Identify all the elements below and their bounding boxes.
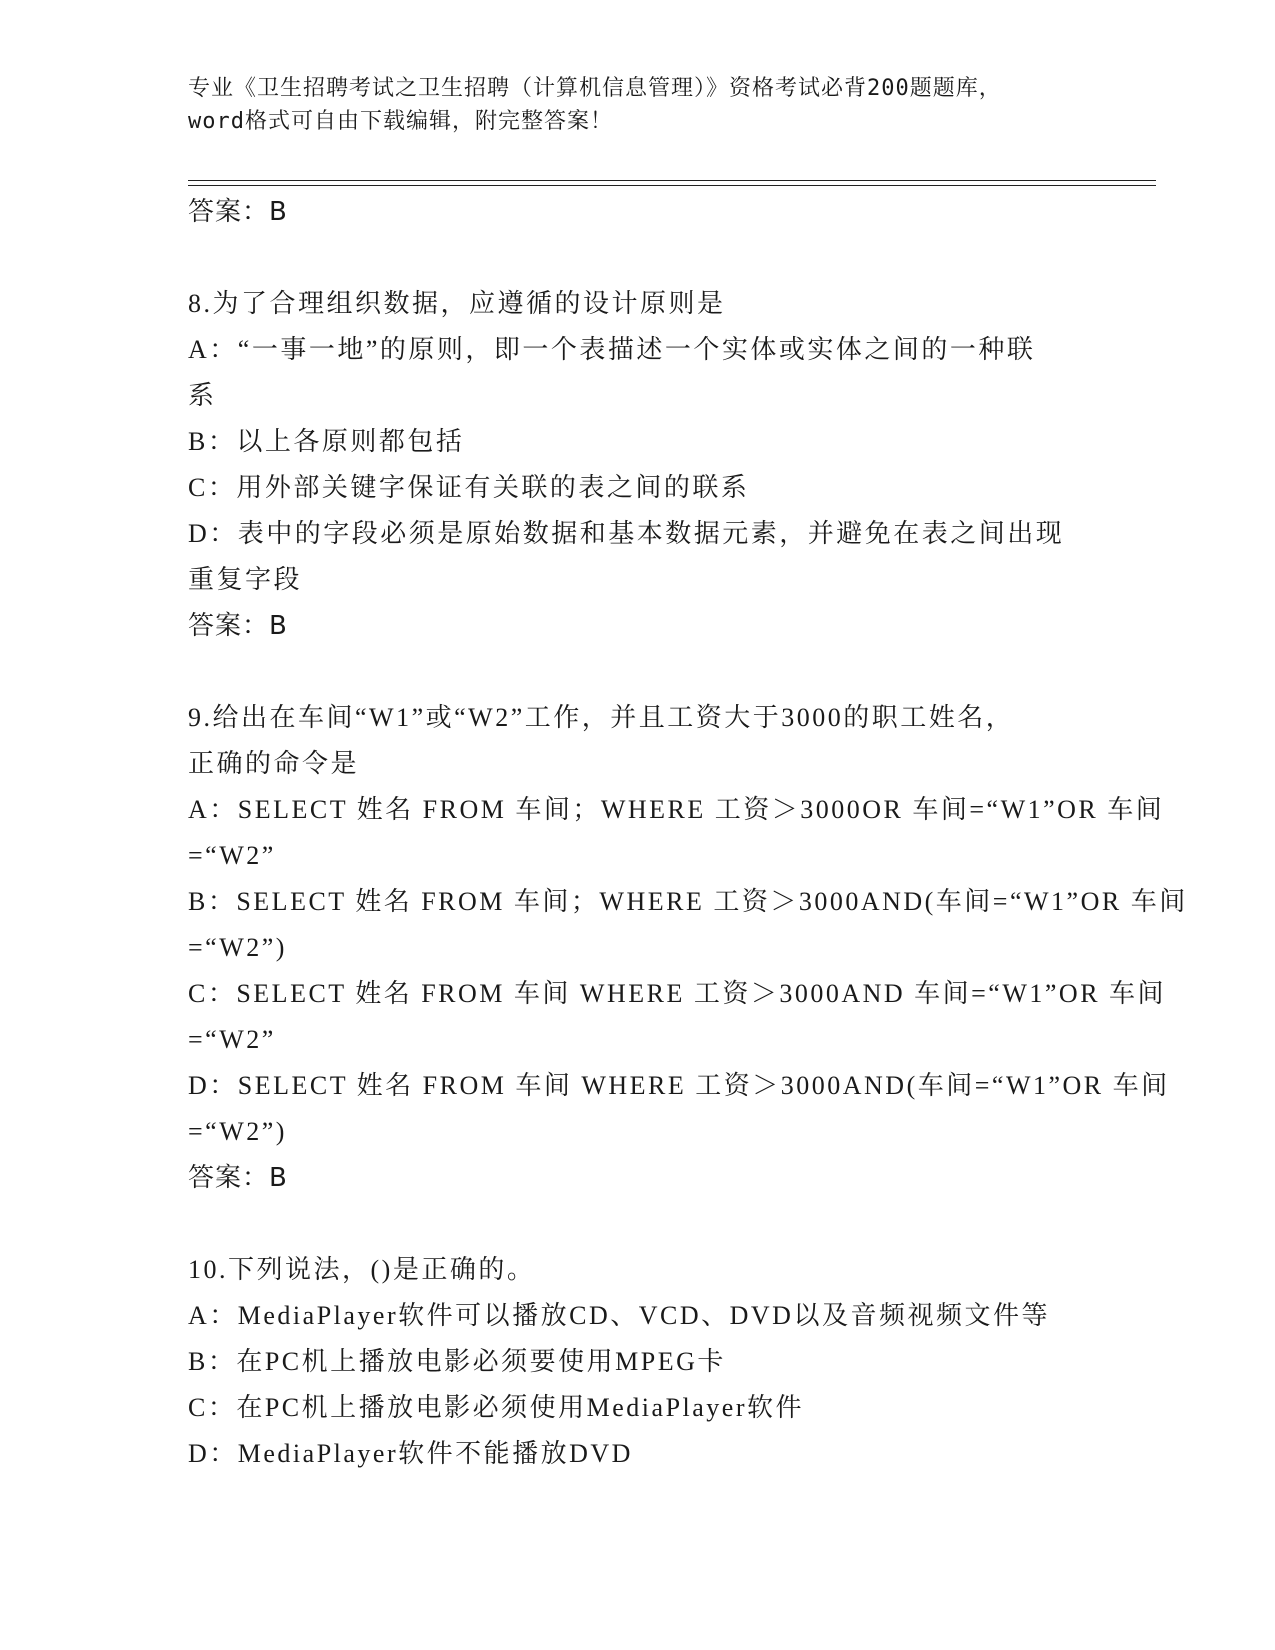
spacer [188,235,1088,281]
question-9-option-a-line1: A：SELECT 姓名 FROM 车间；WHERE 工资＞3000OR 车间=“W1”OR 车间 [188,795,1165,824]
question-10-text: 10.下列说法，()是正确的。 [188,1255,536,1284]
question-9-text-line2: 正确的命令是 [188,749,360,778]
header-divider-top [188,180,1156,181]
document-header [188,72,1088,138]
question-8-option-d-line1: D：表中的字段必须是原始数据和基本数据元素，并避免在表之间出现 [188,519,1065,548]
question-8-option-a-line1: A：“一事一地”的原则，即一个表描述一个实体或实体之间的一种联 [188,335,1036,364]
question-8-option-c: C：用外部关键字保证有关联的表之间的联系 [188,473,750,502]
question-9 [188,695,1188,1201]
question-9-option-b-line2: =“W2”) [188,933,287,962]
question-10-option-d: D：MediaPlayer软件不能播放DVD [188,1439,633,1468]
question-8-answer: 答案：B [188,611,288,641]
question-9-answer: 答案：B [188,1163,288,1193]
question-8-option-b: B：以上各原则都包括 [188,427,465,456]
question-9-option-c-line2: =“W2” [188,1025,276,1054]
question-8 [188,281,1088,649]
question-10-option-c: C：在PC机上播放电影必须使用MediaPlayer软件 [188,1393,804,1422]
question-9-text-line1: 9.给出在车间“W1”或“W2”工作，并且工资大于3000的职工姓名， [188,703,1015,732]
header-title-line2: word格式可自由下载编辑，附完整答案！ [188,109,613,134]
question-8-text: 8.为了合理组织数据，应遵循的设计原则是 [188,289,726,318]
previous-answer: 答案：B [188,197,288,227]
question-10-option-b: B：在PC机上播放电影必须要使用MPEG卡 [188,1347,726,1376]
header-divider-bottom [188,185,1156,186]
header-title-line1: 专业《卫生招聘考试之卫生招聘（计算机信息管理）》资格考试必背200题题库， [188,76,1002,101]
question-9-option-a-line2: =“W2” [188,841,276,870]
question-9-option-d-line1: D：SELECT 姓名 FROM 车间 WHERE 工资＞3000AND(车间=“W1”OR 车间 [188,1071,1170,1100]
question-9-option-d-line2: =“W2”) [188,1117,287,1146]
document-body [188,189,1188,1477]
spacer [188,1201,1088,1247]
question-10 [188,1247,1088,1477]
question-8-option-a-line2: 系 [188,381,217,410]
question-8-option-d-line2: 重复字段 [188,565,303,594]
question-9-option-b-line1: B：SELECT 姓名 FROM 车间；WHERE 工资＞3000AND(车间=“W1”OR 车间 [188,887,1188,916]
spacer [188,649,1088,695]
question-9-option-c-line1: C：SELECT 姓名 FROM 车间 WHERE 工资＞3000AND 车间=“W1”OR 车间 [188,979,1167,1008]
question-10-option-a: A：MediaPlayer软件可以播放CD、VCD、DVD以及音频视频文件等 [188,1301,1050,1330]
